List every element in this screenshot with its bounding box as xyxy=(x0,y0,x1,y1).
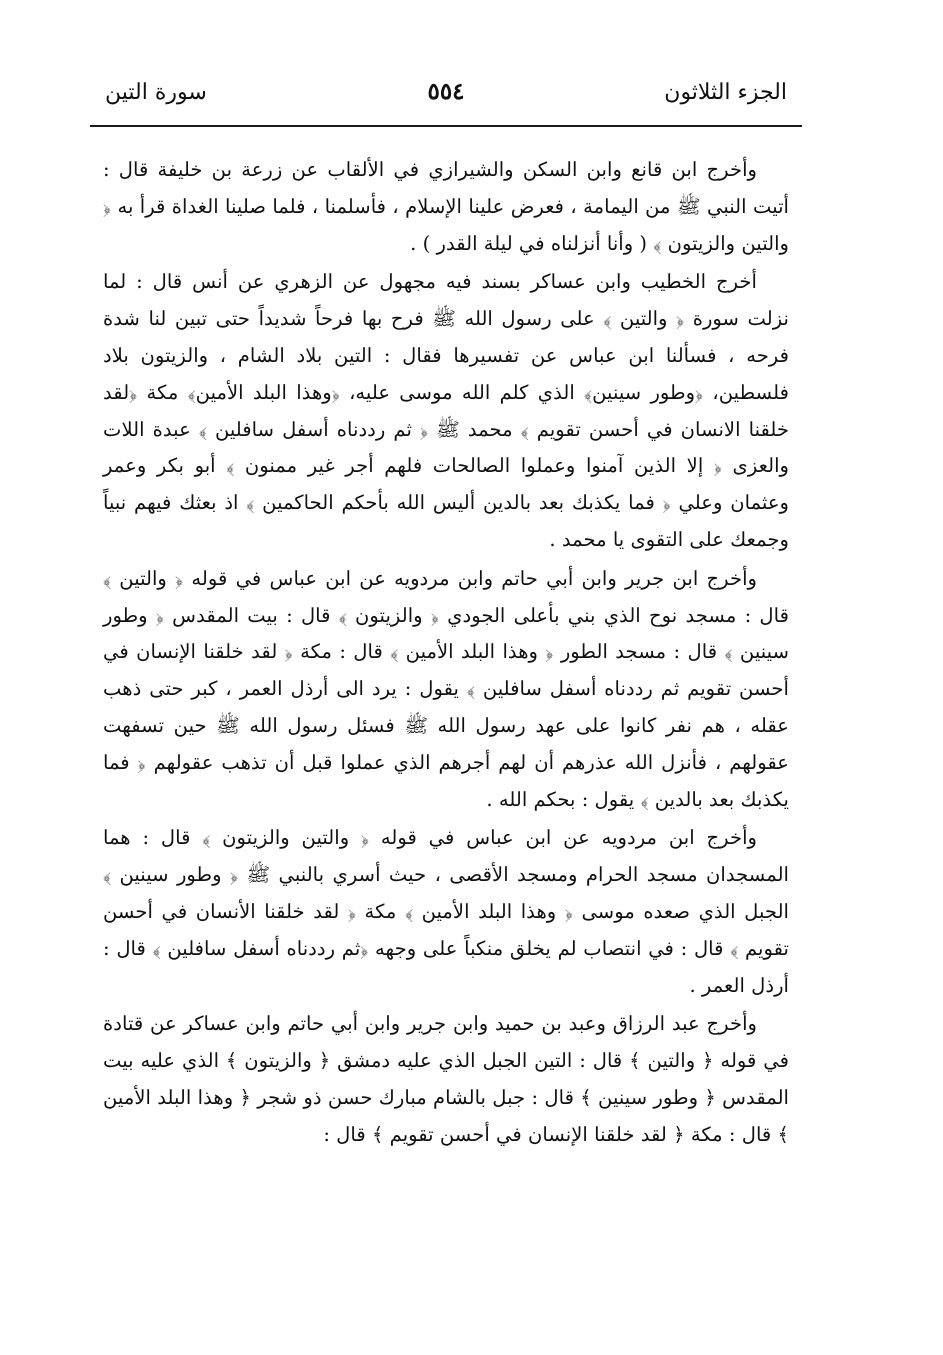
paragraph-1: وأخرج ابن قانع وابن السكن والشيرازي في الألقاب عن زرعة بن خليفة قال : أتيت النبي ﷺ من اليمامة ، فعرض علينا الإسلام ، فأسلمنا ، فلما صلينا الغداة قرأ به ﴿ والتين والزيتون ﴾ ( وأنا أنزلناه في ليلة القدر ) . xyxy=(103,158,789,255)
paragraph-3: وأخرج ابن جرير وابن أبي حاتم وابن مردويه عن ابن عباس في قوله ﴿ والتين ﴾ قال : مسجد نوح الذي بني بأعلى الجودي ﴿ والزيتون ﴾ قال : بيت المقدس ﴿ وطور سينين ﴾ قال : مسجد الطور ﴿ وهذا البلد الأمين ﴾ قال : مكة ﴿ لقد خلقنا الإنسان في أحسن تقويم ثم رددناه أسفل سافلين ﴾ يقول : يرد الى أرذل العمر ، كبر حتى ذهب عقله ، هم نفر كانوا على عهد رسول الله ﷺ فسئل رسول الله ﷺ حين تسفهت عقولهم ، فأنزل الله عذرهم أن لهم أجرهم الذي عملوا قبل أن تذهب عقولهم ﴿ فما يكذبك بعد بالدين ﴾ يقول : بحكم الله . xyxy=(103,566,789,811)
paragraph-4: وأخرج ابن مردويه عن ابن عباس في قوله ﴿ والتين والزيتون ﴾ قال : هما المسجدان مسجد الحرام ومسجد الأقصى ، حيث أسري بالنبي ﷺ ﴿ وطور سينين ﴾ الجبل الذي صعده موسى ﴿ وهذا البلد الأمين ﴾ مكة ﴿ لقد خلقنا الأنسان في أحسن تقويم ﴾ قال : في انتصاب لم يخلق منكباً على وجهه ﴿ثم رددناه أسفل سافلين ﴾ قال : أرذل العمر . xyxy=(103,826,789,997)
paragraph-5: وأخرج عبد الرزاق وعبد بن حميد وابن جرير وابن أبي حاتم وابن عساكر عن قتادة في قوله ﴿ والتين ﴾ قال : التين الجبل الذي عليه دمشق ﴿ والزيتون ﴾ الذي عليه بيت المقدس ﴿ وطور سينين ﴾ قال : جبل بالشام مبارك حسن ذو شجر ﴿ وهذا البلد الأمين ﴾ قال : مكة ﴿ لقد خلقنا الإنسان في أحسن تقويم ﴾ قال : xyxy=(103,1012,789,1146)
header-divider xyxy=(90,125,802,127)
page-number: ٥٥٤ xyxy=(427,78,465,105)
main-text xyxy=(103,152,789,1156)
paragraph-2: أخرج الخطيب وابن عساكر بسند فيه مجهول عن الزهري عن أنس قال : لما نزلت سورة ﴿ والتين ﴾ على رسول الله ﷺ فرح بها فرحاً شديداً حتى تبين لنا شدة فرحه ، فسألنا ابن عباس عن تفسيرها فقال : التين بلاد الشام ، والزيتون بلاد فلسطين، ﴿وطور سينين﴾ الذي كلم الله موسى عليه، ﴿وهذا البلد الأمين﴾ مكة ﴿لقد خلقنا الانسان في أحسن تقويم ﴾ محمد ﷺ ﴿ ثم رددناه أسفل سافلين ﴾ عبدة اللات والعزى ﴿ إلا الذين آمنوا وعملوا الصالحات فلهم أجر غير ممنون ﴾ أبو بكر وعمر وعثمان وعلي ﴿ فما يكذبك بعد بالدين أليس الله بأحكم الحاكمين ﴾ اذ بعثك فيهم نبياً وجمعك على التقوى يا محمد . xyxy=(103,270,789,551)
surah-title: سورة التين xyxy=(105,80,207,105)
page-header xyxy=(105,76,787,116)
juz-title: الجزء الثلاثون xyxy=(664,80,787,105)
